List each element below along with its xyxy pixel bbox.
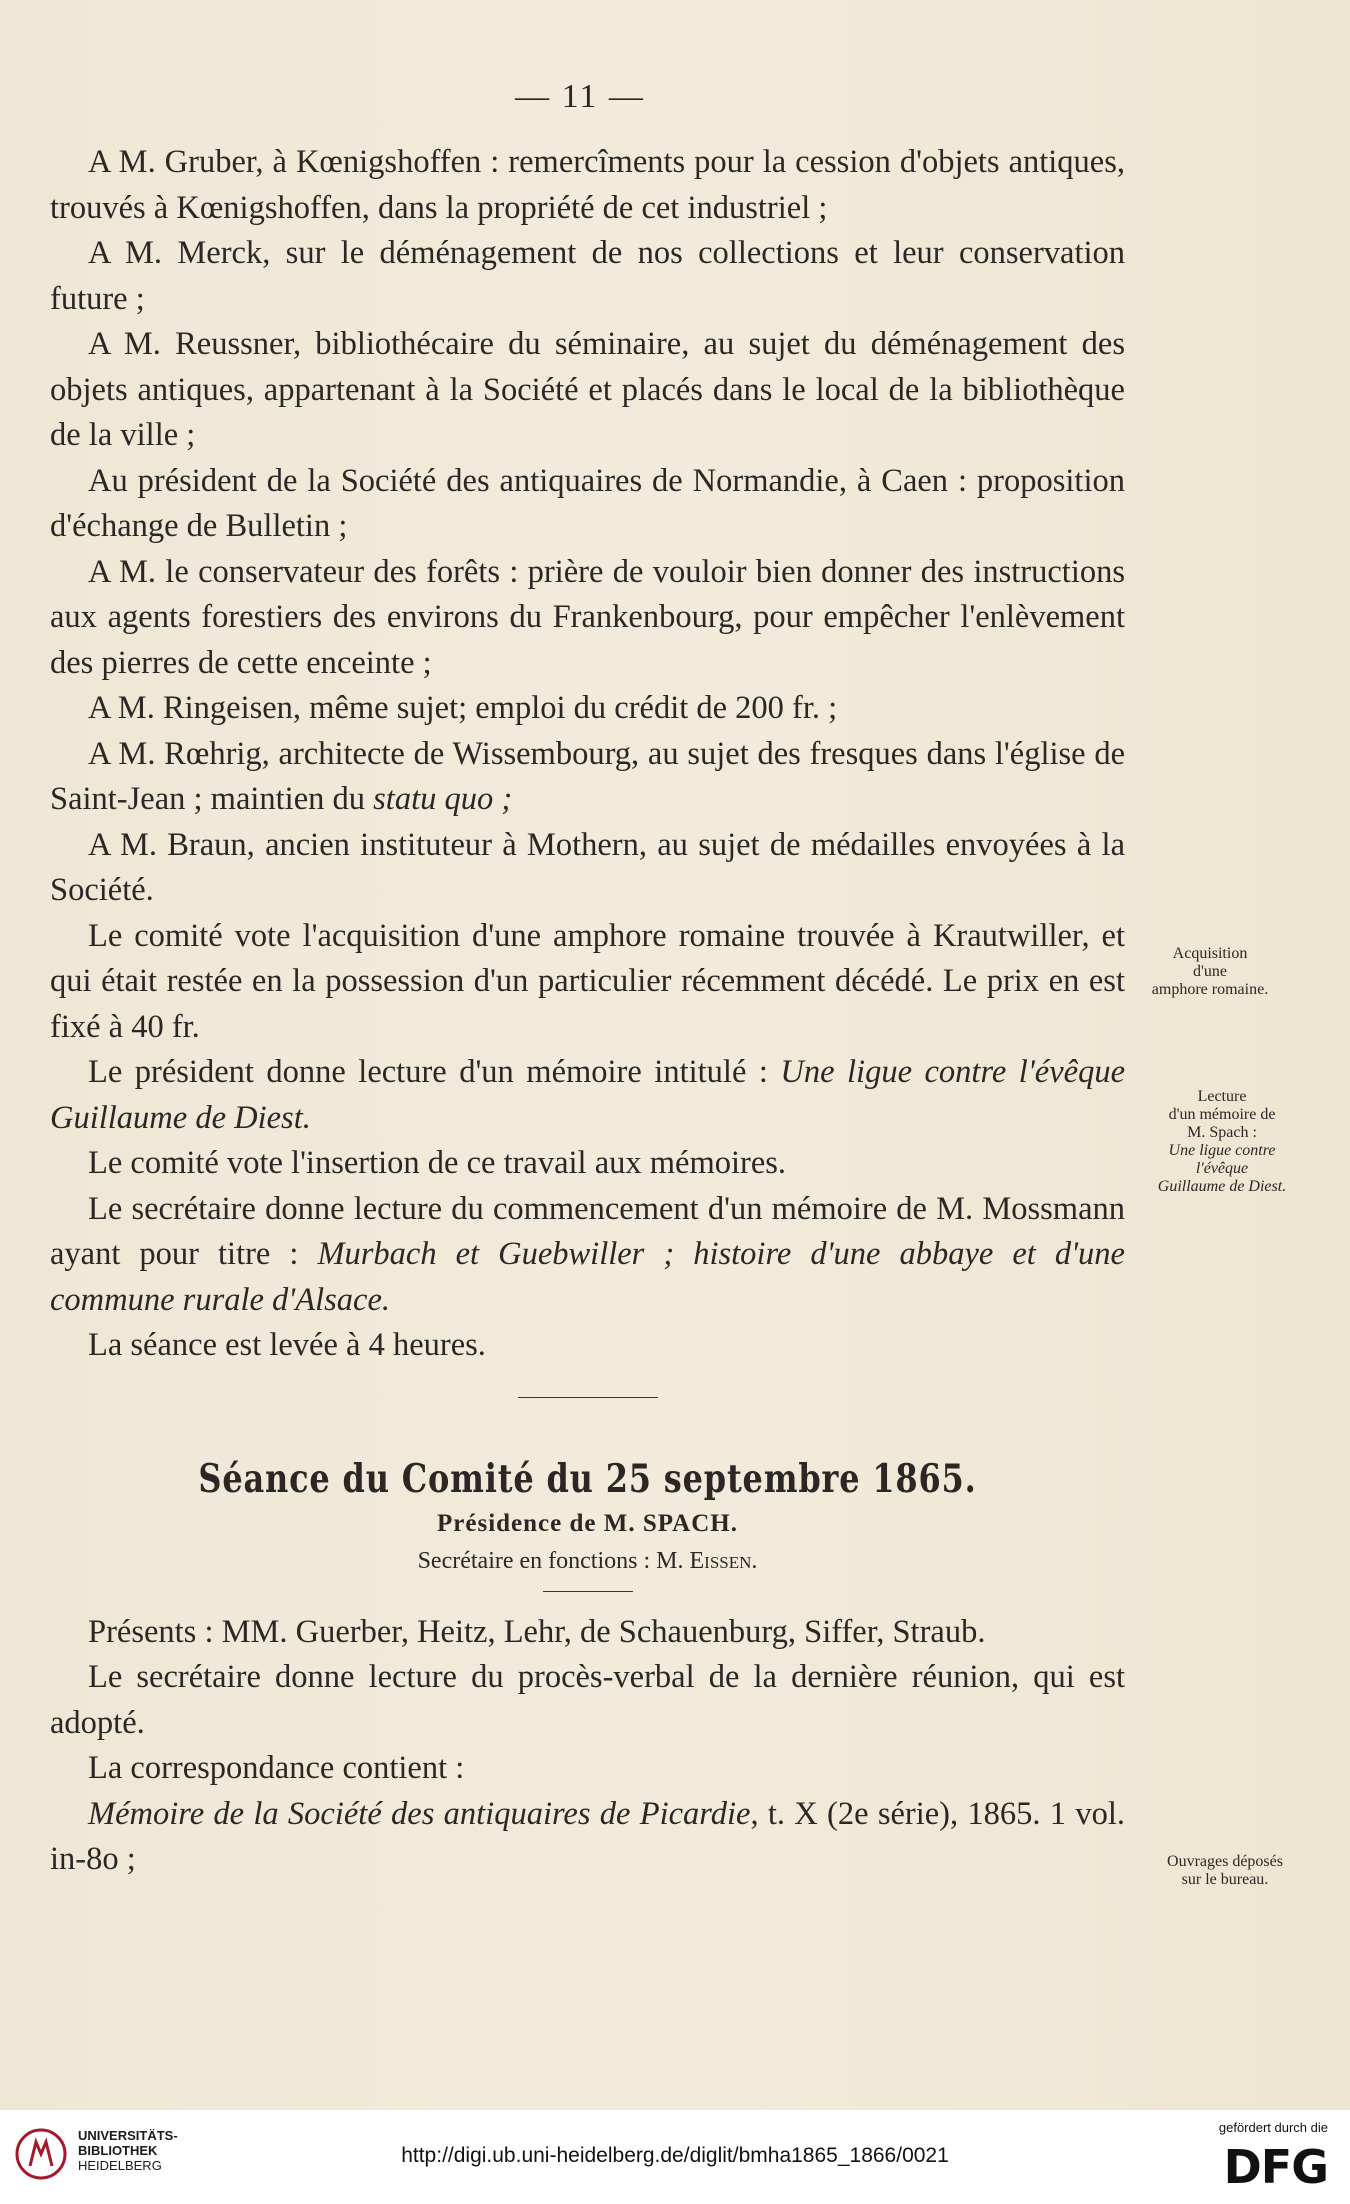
session-paragraphs: [50, 1610, 1125, 1792]
paragraph-amphore: Le comité vote l'acquisition d'une amphore romaine trouvée à Krautwiller, et qui était restée en la possession d'un particulier récemment décédé. Le prix en est fixé à 40 fr.: [50, 917, 1125, 1045]
page-number: — 11 —: [515, 78, 645, 115]
paragraph-mossmann: Le secrétaire donne lecture du commencement d'un mémoire de M. Mossmann ayant pour titre : Murbach et Guebwiller ; histoire d'une abbaye et d'une commune rurale d'Alsace.: [50, 1190, 1125, 1318]
session-paragraph-1: Le secrétaire donne lecture du procès-verbal de la dernière réunion, qui est adopté.: [50, 1659, 1125, 1741]
paragraph-braun: A M. Braun, ancien instituteur à Mothern, au sujet de médailles envoyées à la Société.: [50, 826, 1125, 908]
letter-paragraph-2: A M. Reussner, bibliothécaire du séminaire, au sujet du déménagement des objets antiques, appartenant à la Société et placés dans le local de la bibliothèque de la ville ;: [50, 326, 1125, 453]
paragraph-levee: La séance est levée à 4 heures.: [88, 1327, 486, 1363]
paragraph-insertion: Le comité vote l'insertion de ce travail aux mémoires.: [88, 1145, 787, 1181]
session-paragraph-0: Présents : MM. Guerber, Heitz, Lehr, de Schauenburg, Siffer, Straub.: [88, 1613, 986, 1650]
paragraph-roehrig: A M. Rœhrig, architecte de Wissembourg, au sujet des fresques dans l'église de Saint-Jean ; maintien du statu quo ;: [50, 735, 1125, 817]
dfg-logo: DFG: [1223, 2140, 1328, 2194]
session-secretaire: Secrétaire en fonctions : M. Eissen.: [417, 1547, 758, 1574]
margin-note-acquisition: Acquisition d'une amphore romaine.: [1151, 945, 1269, 998]
permalink-url[interactable]: http://digi.ub.uni-heidelberg.de/diglit/bmha1865_1866/0021: [401, 2144, 949, 2167]
letter-paragraph-4: A M. le conservateur des forêts : prière de vouloir bien donner des instructions aux agents forestiers des environs du Frankenbourg, pour empêcher l'enlèvement des pierres de cette enceinte ;: [50, 553, 1125, 681]
viewer-footer: [0, 2110, 1350, 2204]
letters-list: [50, 140, 1125, 732]
funding-label: gefördert durch die: [1218, 2120, 1328, 2135]
margin-note-ouvrages: Ouvrages déposés sur le bureau.: [1167, 1853, 1283, 1888]
session-presidence: Présidence de M. SPACH.: [437, 1509, 738, 1537]
session-paragraph-2: La correspondance contient :: [88, 1750, 465, 1786]
letter-paragraph-3: Au président de la Société des antiquaires de Normandie, à Caen : proposition d'échange de Bulletin ;: [50, 462, 1125, 544]
paragraph-memoire: Mémoire de la Société des antiquaires de Picardie, t. X (2e série), 1865. 1 vol. in-8o ;: [50, 1795, 1125, 1877]
letter-paragraph-1: A M. Merck, sur le déménagement de nos collections et leur conservation future ;: [50, 235, 1125, 317]
paragraph-lecture: Le président donne lecture d'un mémoire intitulé : Une ligue contre l'évêque Guillaume de Diest.: [50, 1054, 1125, 1136]
library-name: UNIVERSITÄTS- BIBLIOTHEK HEIDELBERG: [78, 2128, 178, 2173]
session-divider: [543, 1591, 633, 1592]
section-divider: [518, 1397, 658, 1398]
main-text-column: [50, 140, 1125, 1883]
letter-paragraph-0: A M. Gruber, à Kœnigshoffen : remercîments pour la cession d'objets antiques, trouvés à Kœnigshoffen, dans la propriété de cet industriel ;: [50, 144, 1125, 226]
session-heading: Séance du Comité du 25 septembre 1865.: [198, 1455, 977, 1502]
margin-note-lecture: Lecture d'un mémoire de M. Spach : Une ligue contre l'évêque Guillaume de Diest.: [1157, 1088, 1287, 1195]
letter-paragraph-5: A M. Ringeisen, même sujet; emploi du crédit de 200 fr. ;: [88, 690, 838, 726]
